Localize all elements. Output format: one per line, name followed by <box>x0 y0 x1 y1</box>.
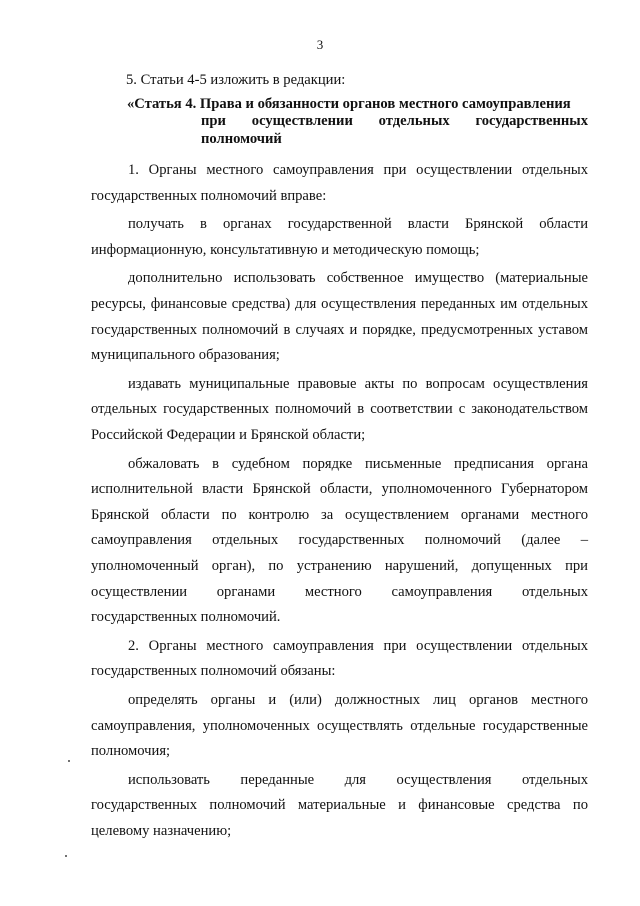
amendment-item: 5. Статьи 4-5 изложить в редакции: <box>126 72 346 88</box>
paragraph-duties-target-use: использовать переданные для осуществления отдельных государственных полномочий материальные и финансовые средства по целевому назначению; <box>91 771 588 839</box>
paragraph-rights-legal-acts: издавать муниципальные правовые акты по вопросам осуществления отдельных государственных полномочий в соответствии с законодательством Российской Федерации и Брянской области; <box>91 375 588 444</box>
paragraph-rights-appeal: обжаловать в судебном порядке письменные предписания органа исполнительной власти Брянской области, уполномоченного Губернатором Брянской области по контролю за осуществлением органами местного самоуправления отдельных государственных полномочий (далее – уполномоченный орган), по устранению нарушений, допущенных при осуществлении органами местного самоуправления отдельных государственных полномочий. <box>91 455 588 626</box>
article-heading-title: «Статья 4. Права и обязанности органов местного самоуправления <box>127 95 571 112</box>
page-number: 3 <box>316 37 324 52</box>
paragraph-rights-own-property: дополнительно использовать собственное имущество (материальные ресурсы, финансовые средства) для осуществления переданных им отдельных государственных полномочий в случаях и порядке, предусмотренных уставом муниципального образования; <box>91 270 588 364</box>
paragraph-rights-intro: 1. Органы местного самоуправления при осуществлении отдельных государственных полномочий вправе: <box>91 162 588 204</box>
scan-speck <box>68 760 70 762</box>
paragraph-rights-assistance: получать в органах государственной власти Брянской области информационную, консультативную и методическую помощь; <box>91 216 588 258</box>
article-heading-continuation: при осуществлении отдельных государственных полномочий <box>201 113 588 147</box>
paragraph-duties-designate: определять органы и (или) должностных лиц органов местного самоуправления, уполномоченных осуществлять отдельные государственные полномочия; <box>91 691 588 760</box>
paragraph-duties-intro: 2. Органы местного самоуправления при осуществлении отдельных государственных полномочий обязаны: <box>91 637 588 680</box>
article-heading <box>127 96 588 149</box>
document-body <box>91 68 588 848</box>
scan-speck <box>65 855 67 857</box>
